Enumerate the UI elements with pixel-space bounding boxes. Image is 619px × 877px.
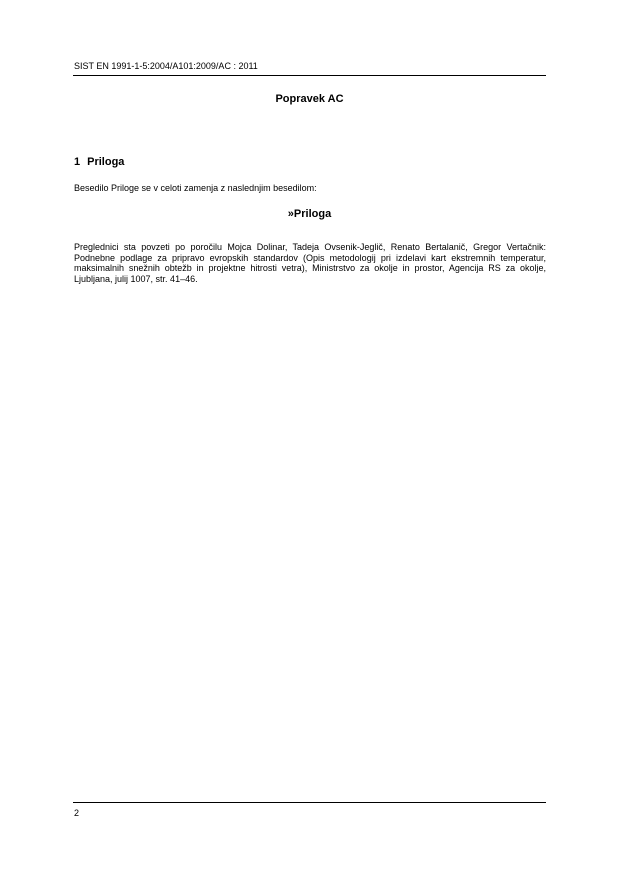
footer-rule <box>73 802 546 803</box>
header-rule <box>73 75 546 76</box>
annex-title: »Priloga <box>287 208 332 220</box>
section-heading <box>74 156 124 169</box>
body-paragraph: Preglednici sta povzeti po poročilu Mojca Dolinar, Tadeja Ovsenik-Jeglič, Renato Bertalanič, Gregor Vertačnik: Podnebne podlage za pripravo evropskih standardov (Opis metodologij pri izdelavi kart ekstremnih temperatur, maksimalnih snežnih obtežb in projektne hitrosti vetra), Ministrstvo za okolje in prostor, Agencija RS za okolje, Ljubljana, julij 1007, str. 41–46. <box>74 242 546 284</box>
intro-text: Besedilo Priloge se v celoti zamenja z naslednjim besedilom: <box>74 183 317 193</box>
section-number: 1 <box>74 156 81 168</box>
document-title: Popravek AC <box>275 93 344 105</box>
running-header: SIST EN 1991-1-5:2004/A101:2009/AC : 2011 <box>74 61 258 71</box>
page-number: 2 <box>74 808 80 818</box>
section-title: Priloga <box>87 156 125 168</box>
